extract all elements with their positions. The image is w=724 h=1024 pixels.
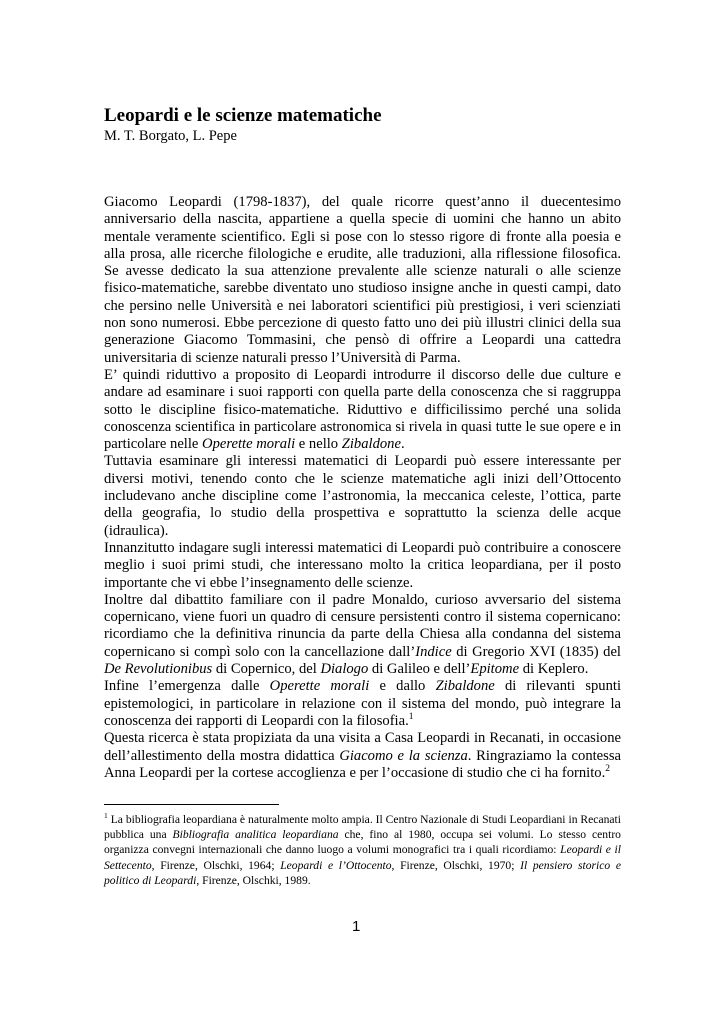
italic-title: Operette morali bbox=[202, 436, 296, 453]
paper-title: Leopardi e le scienze matematiche bbox=[104, 105, 382, 126]
text-run: , Firenze, Olschki, 1970; bbox=[391, 858, 521, 872]
italic-title: Leopardi e l’Ottocento bbox=[280, 858, 392, 872]
page-number: 1 bbox=[352, 918, 361, 935]
italic-title: Zibaldone bbox=[435, 678, 495, 695]
text-run: , Firenze, Olschki, 1964; bbox=[151, 858, 281, 872]
text-run: Questa ricerca è stata propiziata da una visita a Casa Leopardi in Recanati, in occasione dell’allestimento della mostra didattica bbox=[104, 730, 621, 764]
footnote-separator bbox=[104, 804, 279, 805]
text-run: di rilevanti spunti epistemologici, in particolare in relazione con il sistema del mondo, può integrare la conoscenza dei rapporti di Leopardi con la filosofia. bbox=[104, 678, 622, 729]
text-run: . bbox=[400, 436, 405, 453]
text-run: di Keplero. bbox=[519, 661, 589, 678]
text-run: che, fino al 1980, occupa sei volumi. Lo stesso centro organizza convegni internazionali che danno luogo a volumi monografici tra i quali ricordiamo: bbox=[104, 828, 621, 857]
body-paragraph bbox=[104, 592, 621, 678]
paper-authors: M. T. Borgato, L. Pepe bbox=[104, 128, 237, 144]
body-paragraph bbox=[104, 194, 621, 367]
body-paragraph bbox=[104, 453, 621, 539]
paper-body bbox=[104, 194, 621, 782]
body-paragraph bbox=[104, 730, 621, 782]
footnote-1 bbox=[104, 812, 621, 888]
footnote-marker: 2 bbox=[605, 763, 610, 774]
italic-title: De Revolutionibus bbox=[104, 661, 213, 678]
footnote-marker: 1 bbox=[104, 811, 108, 821]
italic-title: Leopardi e il Settecento bbox=[104, 843, 622, 872]
text-run: di Gregorio XVI (1835) del bbox=[451, 643, 621, 660]
text-run: Inoltre dal dibattito familiare con il padre Monaldo, curioso avversario del sistema copernicano, viene fuori un quadro di censure persistenti contro il sistema copernicano: ricordiamo che la definitiva rinuncia da parte della Chiesa alla condanna del sistema copernicano si compì solo con la cancellazione dall’ bbox=[104, 591, 621, 660]
text-run: e dallo bbox=[369, 678, 436, 695]
text-run: di Galileo e dell’ bbox=[368, 661, 471, 678]
italic-title: Giacomo e la scienza bbox=[339, 747, 468, 764]
text-run: La bibliografia leopardiana è naturalmente molto ampia. Il Centro Nazionale di Studi Leopardiani in Recanati pubblica una bbox=[104, 813, 621, 842]
italic-title: Il pensiero storico e politico di Leopardi bbox=[104, 858, 622, 887]
text-run: E’ quindi riduttivo a proposito di Leopardi introdurre il discorso delle due culture e andare ad esaminare i suoi rapporti con quella parte della conoscenza che si raggruppa sotto le discipline fisico-matematiche. Riduttivo e difficilissimo perché una solida conoscenza scientifica in particolare astronomica si rivela in quasi tutte le sue opere e in particolare nelle bbox=[104, 366, 621, 453]
body-paragraph bbox=[104, 540, 621, 592]
text-run: Giacomo Leopardi (1798-1837), del quale ricorre quest’anno il duecentesimo anniversario della nascita, appartiene a quella specie di uomini che hanno un abito mentale veramente scientifico. Egli si pose con lo stesso rigore di fronte alla poesia e alla prosa, alle ricerche filologiche e erudite, alle traduzioni, alla riflessione filosofica. Se avesse dedicato la sua attenzione prevalente alle scienze naturali o alle scienze fisico-matematiche, sarebbe diventato uno studioso insigne anche in questi campi, dato che persino nelle Università e nei laboratori scientifici più prestigiosi, i veri scienziati non sono numerosi. Ebbe percezione di questo fatto uno dei più illustri clinici della sua generazione Giacomo Tommasini, che pensò di offrire a Leopardi una cattedra universitaria di scienze naturali presso l’Università di Parma. bbox=[104, 194, 621, 366]
text-run: e nello bbox=[295, 436, 342, 453]
body-paragraph bbox=[104, 367, 621, 453]
italic-title: Bibliografia analitica leopardiana bbox=[172, 828, 339, 842]
italic-title: Indice bbox=[415, 643, 452, 660]
text-run: di Copernico, del bbox=[212, 661, 321, 678]
italic-title: Operette morali bbox=[269, 678, 370, 695]
italic-title: Zibaldone bbox=[341, 436, 401, 453]
footnote-marker: 1 bbox=[408, 712, 414, 723]
text-run: Tuttavia esaminare gli interessi matematici di Leopardi può essere interessante per diversi motivi, tenendo conto che le scienze matematiche agli inizi dell’Ottocento includevano anche discipline come l’astronomia, la meccanica celeste, l’ottica, parte della geografia, lo studio della prospettiva e soprattutto la scienza delle acque (idraulica). bbox=[104, 453, 621, 539]
text-run: . Ringraziamo la contessa Anna Leopardi per la cortese accoglienza e per l’occasione di studio che ci ha fornito. bbox=[104, 747, 621, 781]
italic-title: Dialogo bbox=[320, 661, 369, 678]
text-run: Infine l’emergenza dalle bbox=[104, 678, 270, 695]
text-run: Innanzitutto indagare sugli interessi matematici di Leopardi può contribuire a conoscere meglio i suoi primi studi, che interessano molto la critica leopardiana, per il posto importante che vi ebbe l’insegnamento delle scienze. bbox=[104, 539, 621, 591]
italic-title: Epitome bbox=[470, 661, 520, 678]
text-run: , Firenze, Olschki, 1989. bbox=[196, 873, 311, 887]
body-paragraph bbox=[104, 678, 621, 730]
